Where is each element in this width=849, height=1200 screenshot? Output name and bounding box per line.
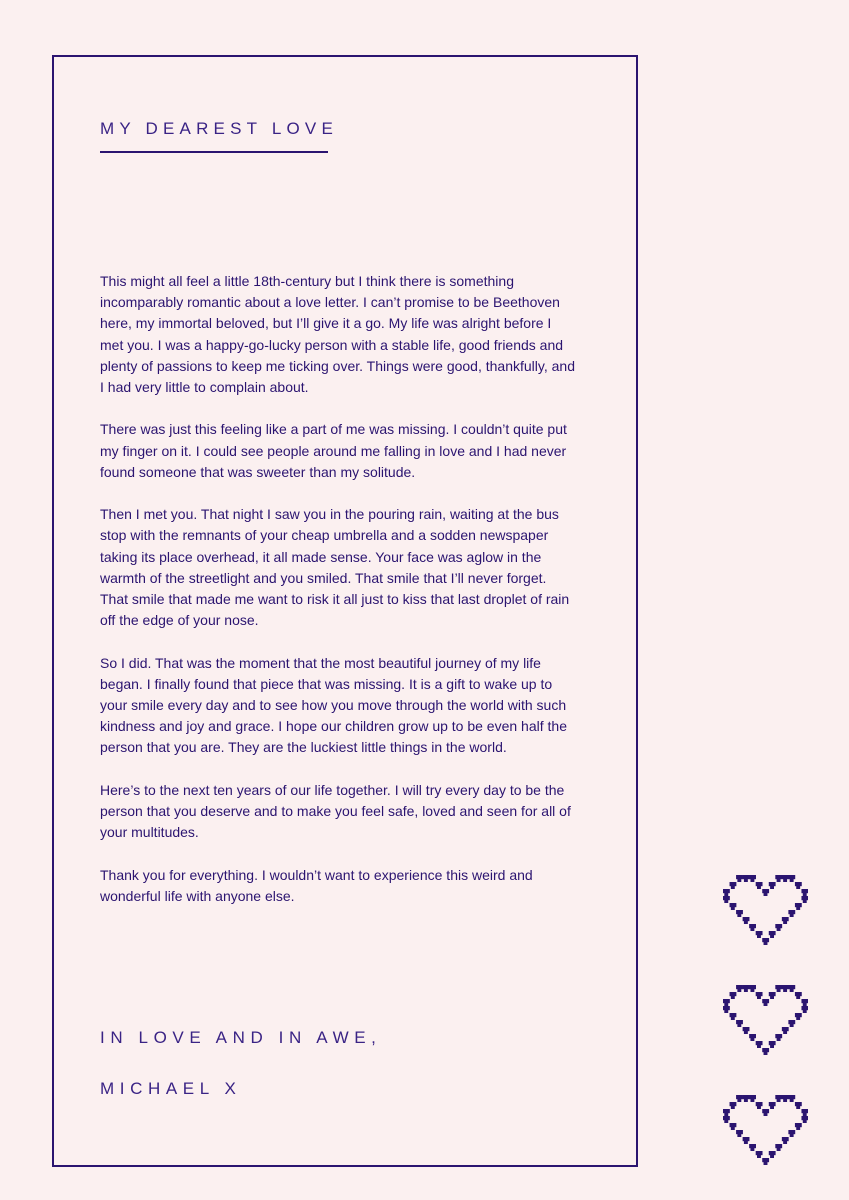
paragraph-5: Here’s to the next ten years of our life together. I will try every day to be the person that you deserve and to make you feel safe, loved and seen for all of your multitudes. bbox=[100, 781, 571, 841]
paragraph-1: This might all feel a little 18th-century but I think there is something incomparably romantic about a love letter. I can’t promise to be Beethoven here, my immortal beloved, but I’ll give it a go. My life was alright before I met you. I was a happy-go-lucky person with a stable life, good friends and plenty of passions to keep me ticking over. Things were good, thankfully, and I had very little to complain about. bbox=[100, 273, 575, 396]
paragraph-4: So I did. That was the moment that the most beautiful journey of my life began. I finally found that piece that was missing. It is a gift to wake up to your smile every day and to see how you move through the world with such kindness and joy and grace. I hope our children grow up to be even half the person that you are. They are the luckiest little things in the world. bbox=[100, 654, 567, 756]
closing-line: IN LOVE AND IN AWE, bbox=[100, 1028, 382, 1047]
pixel-heart-icon bbox=[723, 1095, 808, 1165]
paragraph-3: Then I met you. That night I saw you in the pouring rain, waiting at the bus stop with the remnants of your cheap umbrella and a sodden newspaper taking its place overhead, it all made sense. Your face was aglow in the warmth of the streetlight and you smiled. That smile that I’ll never forget. That smile that made me want to risk it all just to kiss that last droplet of rain off the edge of your nose. bbox=[100, 506, 570, 629]
letter-title: MY DEAREST LOVE bbox=[100, 119, 338, 138]
title-underline bbox=[100, 151, 328, 153]
letter-body bbox=[100, 271, 578, 928]
pixel-heart-icon bbox=[723, 985, 808, 1055]
paragraph-2: There was just this feeling like a part of me was missing. I couldn’t quite put my finger on it. I could see people around me falling in love and I had never found someone that was sweeter than my solitude. bbox=[100, 421, 567, 480]
pixel-heart-icon bbox=[723, 875, 808, 945]
signature: MICHAEL X bbox=[100, 1079, 242, 1098]
paragraph-6: Thank you for everything. I wouldn’t want to experience this weird and wonderful life with anyone else. bbox=[100, 866, 533, 904]
